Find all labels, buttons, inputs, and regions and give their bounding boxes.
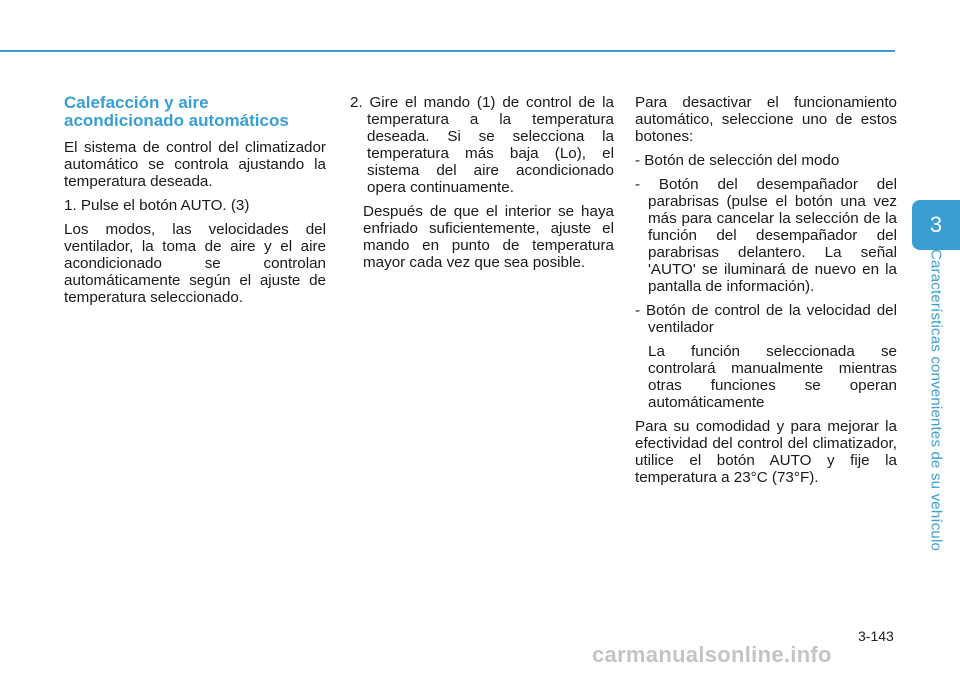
paragraph: Los modos, las velocidades del ventilador, la toma de aire y el aire acondicionado se controlan automáticamente según el ajuste de temperatura seleccionado. — [64, 221, 326, 306]
header-rule — [0, 50, 895, 52]
paragraph: Para desactivar el funcionamiento automático, seleccione uno de estos botones: — [635, 94, 897, 145]
page-number: 3-143 — [858, 628, 894, 644]
bullet-item: - Botón de selección del modo — [635, 152, 840, 169]
bullet-note: La función seleccionada se controlará manualmente mientras otras funciones se operan automáticamente — [648, 343, 897, 411]
bullet-item: - Botón de control de la velocidad del ventilador — [635, 302, 897, 336]
column-1 — [64, 94, 326, 313]
chapter-title: Características convenientes de su vehículo — [927, 248, 945, 552]
paragraph: Después de que el interior se haya enfriado suficientemente, ajuste el mando en punto de temperatura mayor cada vez que sea posible. — [363, 203, 614, 271]
chapter-tab: 3 — [912, 200, 960, 250]
paragraph: El sistema de control del climatizador automático se controla ajustando la temperatura deseada. — [64, 139, 326, 190]
column-3 — [635, 94, 897, 493]
section-heading: Calefacción y aire acondicionado automáticos — [64, 93, 289, 130]
column-2 — [350, 94, 614, 278]
bullet-item: - Botón del desempañador del parabrisas (pulse el botón una vez más para cancelar la selección de la función del desempañador del parabrisas delantero. La señal 'AUTO' se iluminará de nuevo en la pantalla de información). — [635, 176, 897, 295]
watermark: carmanualsonline.info — [592, 642, 832, 667]
paragraph: Para su comodidad y para mejorar la efectividad del control del climatizador, utilice el botón AUTO y fije la temperatura a 23°C (73°F). — [635, 418, 897, 486]
step-2: 2. Gire el mando (1) de control de la temperatura a la temperatura deseada. Si se selecciona la temperatura más baja (Lo), el sistema del aire acondicionado opera continuamente. — [350, 94, 614, 196]
step-1: 1. Pulse el botón AUTO. (3) — [64, 197, 250, 214]
